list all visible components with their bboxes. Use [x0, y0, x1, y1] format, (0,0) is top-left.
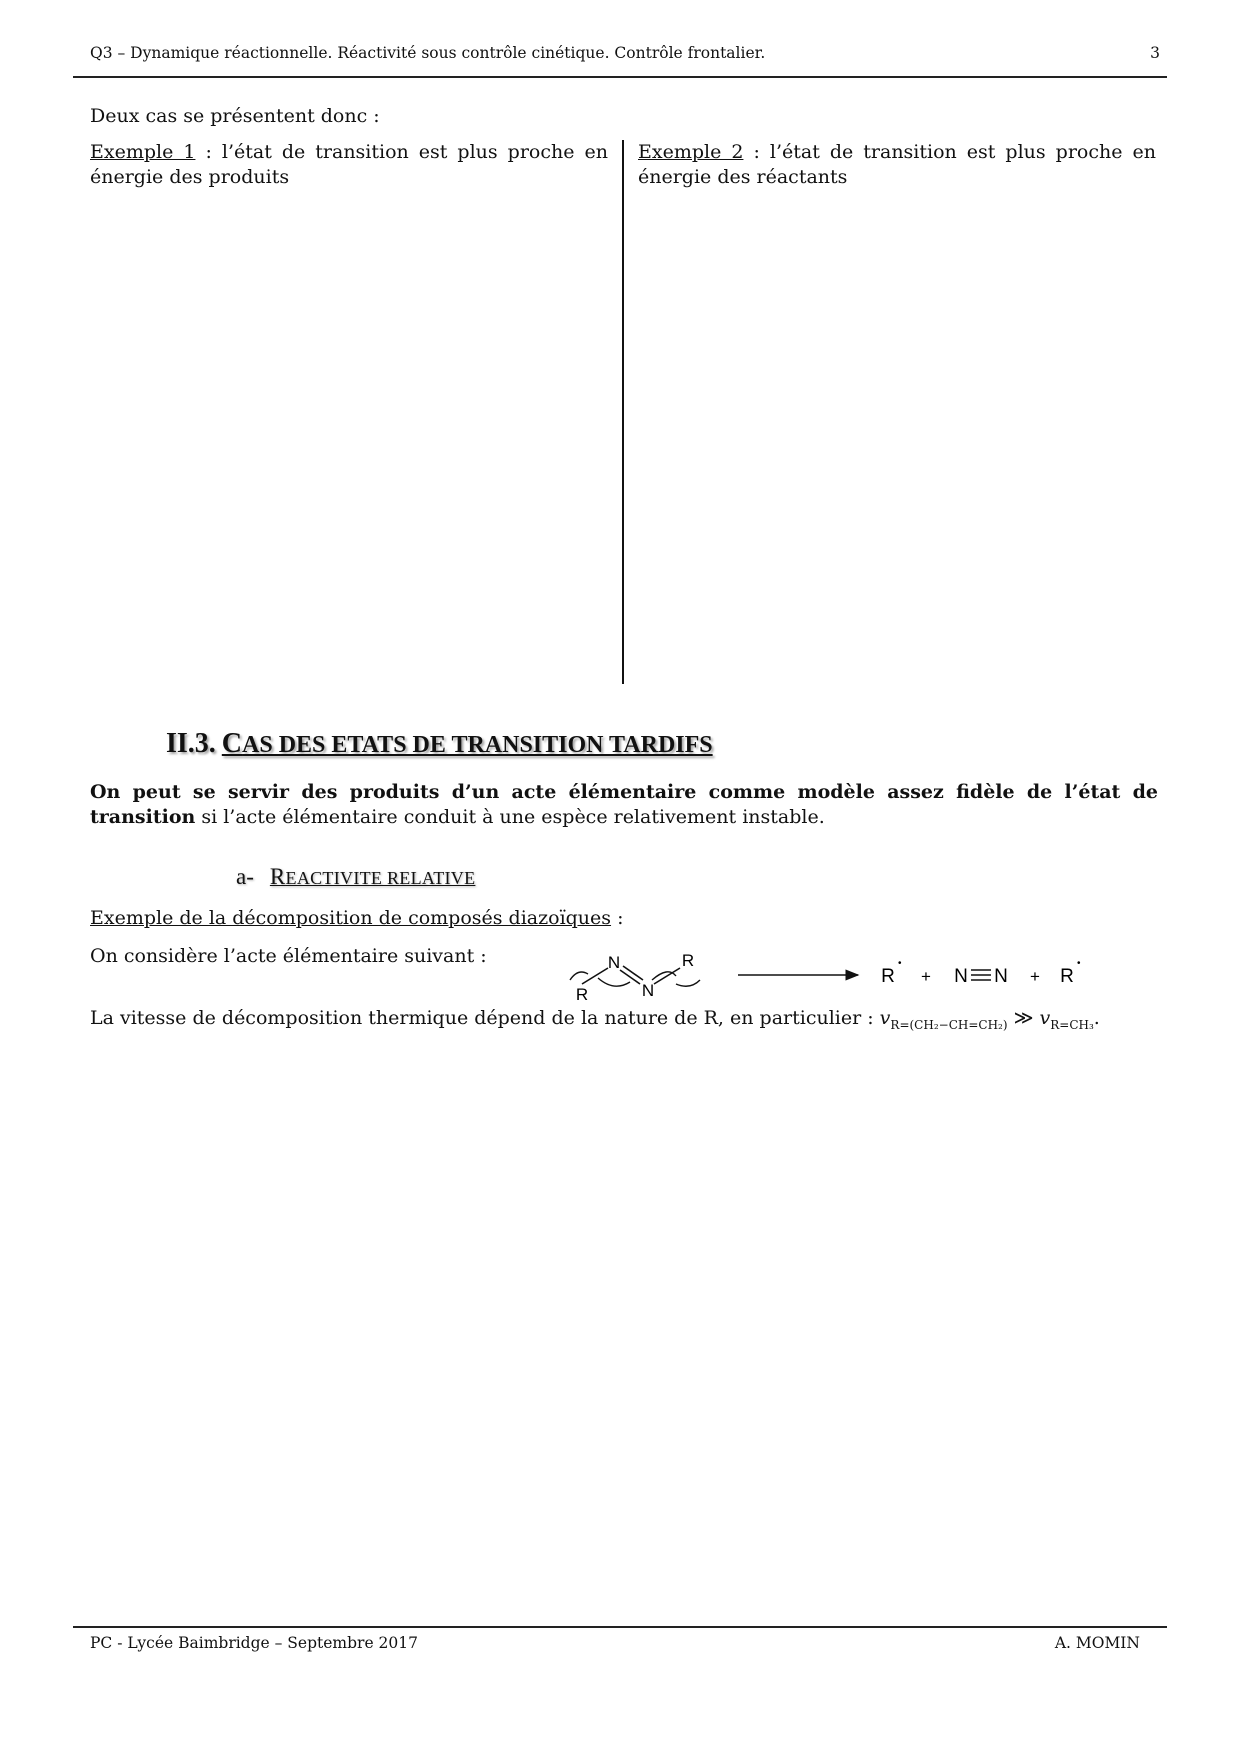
footer-left: PC - Lycée Baimbridge – Septembre 2017 [90, 1634, 418, 1652]
bond-n-n-double [623, 966, 643, 980]
atom-r-left: R [575, 985, 589, 1004]
section-number: II.3. [166, 728, 216, 759]
page-header [90, 44, 1160, 62]
page-footer [90, 1634, 1140, 1652]
diazo-molecule [570, 951, 700, 1004]
section-title-rest: AS DES ETATS DE TRANSITION TARDIFS [242, 732, 713, 758]
header-title: Q3 – Dynamique réactionnelle. Réactivité sous contrôle cinétique. Contrôle frontalier. [90, 44, 766, 62]
radical-dot-1: • [898, 958, 902, 969]
curved-arrow-4 [676, 980, 700, 986]
rate-v2: v [1039, 1007, 1051, 1029]
bond-r-n [582, 968, 608, 984]
plus-sign-1: + [921, 967, 931, 986]
product-radical-1: R [881, 966, 895, 987]
subsection-label: a- [236, 864, 254, 889]
diazo-reaction-scheme [568, 948, 1088, 1008]
subsection-heading [236, 864, 475, 890]
example1-column [90, 140, 608, 190]
atom-n-top: N [607, 953, 621, 972]
bond-n-n [620, 970, 640, 984]
example2-column [638, 140, 1156, 190]
footer-author: A. MOMIN [1054, 1634, 1140, 1652]
rate-sentence-text: La vitesse de décomposition thermique dépend de la nature de R, en particulier : [90, 1007, 880, 1029]
example2-text: : l’état de transition est plus proche en énergie des réactants [638, 141, 1156, 188]
section-heading [166, 728, 713, 760]
section-title-initial: C [221, 728, 243, 759]
header-rule [73, 76, 1167, 78]
curved-arrow-2 [598, 978, 630, 986]
section-paragraph-bold: On peut se servir des produits d’un acte élémentaire comme modèle assez fidèle de l’état de transition [90, 781, 1158, 828]
rate-relation: ≫ [1007, 1007, 1040, 1029]
plus-sign-2: + [1030, 967, 1040, 986]
example-heading-label: Exemple de la décomposition de composés diazoïques [90, 907, 612, 929]
subsection-title-initial: R [269, 864, 286, 889]
radical-dot-2: • [1077, 958, 1081, 969]
curved-arrow-1 [570, 972, 588, 980]
atom-r-right: R [681, 951, 695, 970]
reaction-intro: On considère l’acte élémentaire suivant : [90, 945, 487, 967]
intro-text: Deux cas se présentent donc : [90, 105, 380, 127]
column-divider [622, 140, 624, 684]
example-heading [90, 906, 624, 931]
page-number: 3 [1150, 44, 1160, 62]
example2-label: Exemple 2 [638, 141, 744, 163]
footer-rule [73, 1626, 1167, 1628]
rate-end: . [1093, 1007, 1100, 1029]
rate-sentence [90, 1006, 1100, 1038]
atom-n-bottom: N [641, 981, 655, 1000]
product-radical-2: R [1060, 966, 1074, 987]
example-heading-suffix: : [611, 907, 624, 929]
section-paragraph-rest: si l’acte élémentaire conduit à une espèce relativement instable. [195, 806, 825, 828]
example1-label: Exemple 1 [90, 141, 196, 163]
n2-atom-left: N [954, 966, 968, 987]
example1-text: : l’état de transition est plus proche en énergie des produits [90, 141, 608, 188]
section-paragraph [90, 780, 1158, 830]
n2-atom-right: N [994, 966, 1008, 987]
rate-subscript-2: R=CH₃ [1050, 1018, 1094, 1032]
rate-subscript-1: R=(CH₂−CH=CH₂) [890, 1018, 1008, 1032]
rate-v1: v [879, 1007, 891, 1029]
subsection-title-rest: EACTIVITE RELATIVE [285, 868, 476, 888]
